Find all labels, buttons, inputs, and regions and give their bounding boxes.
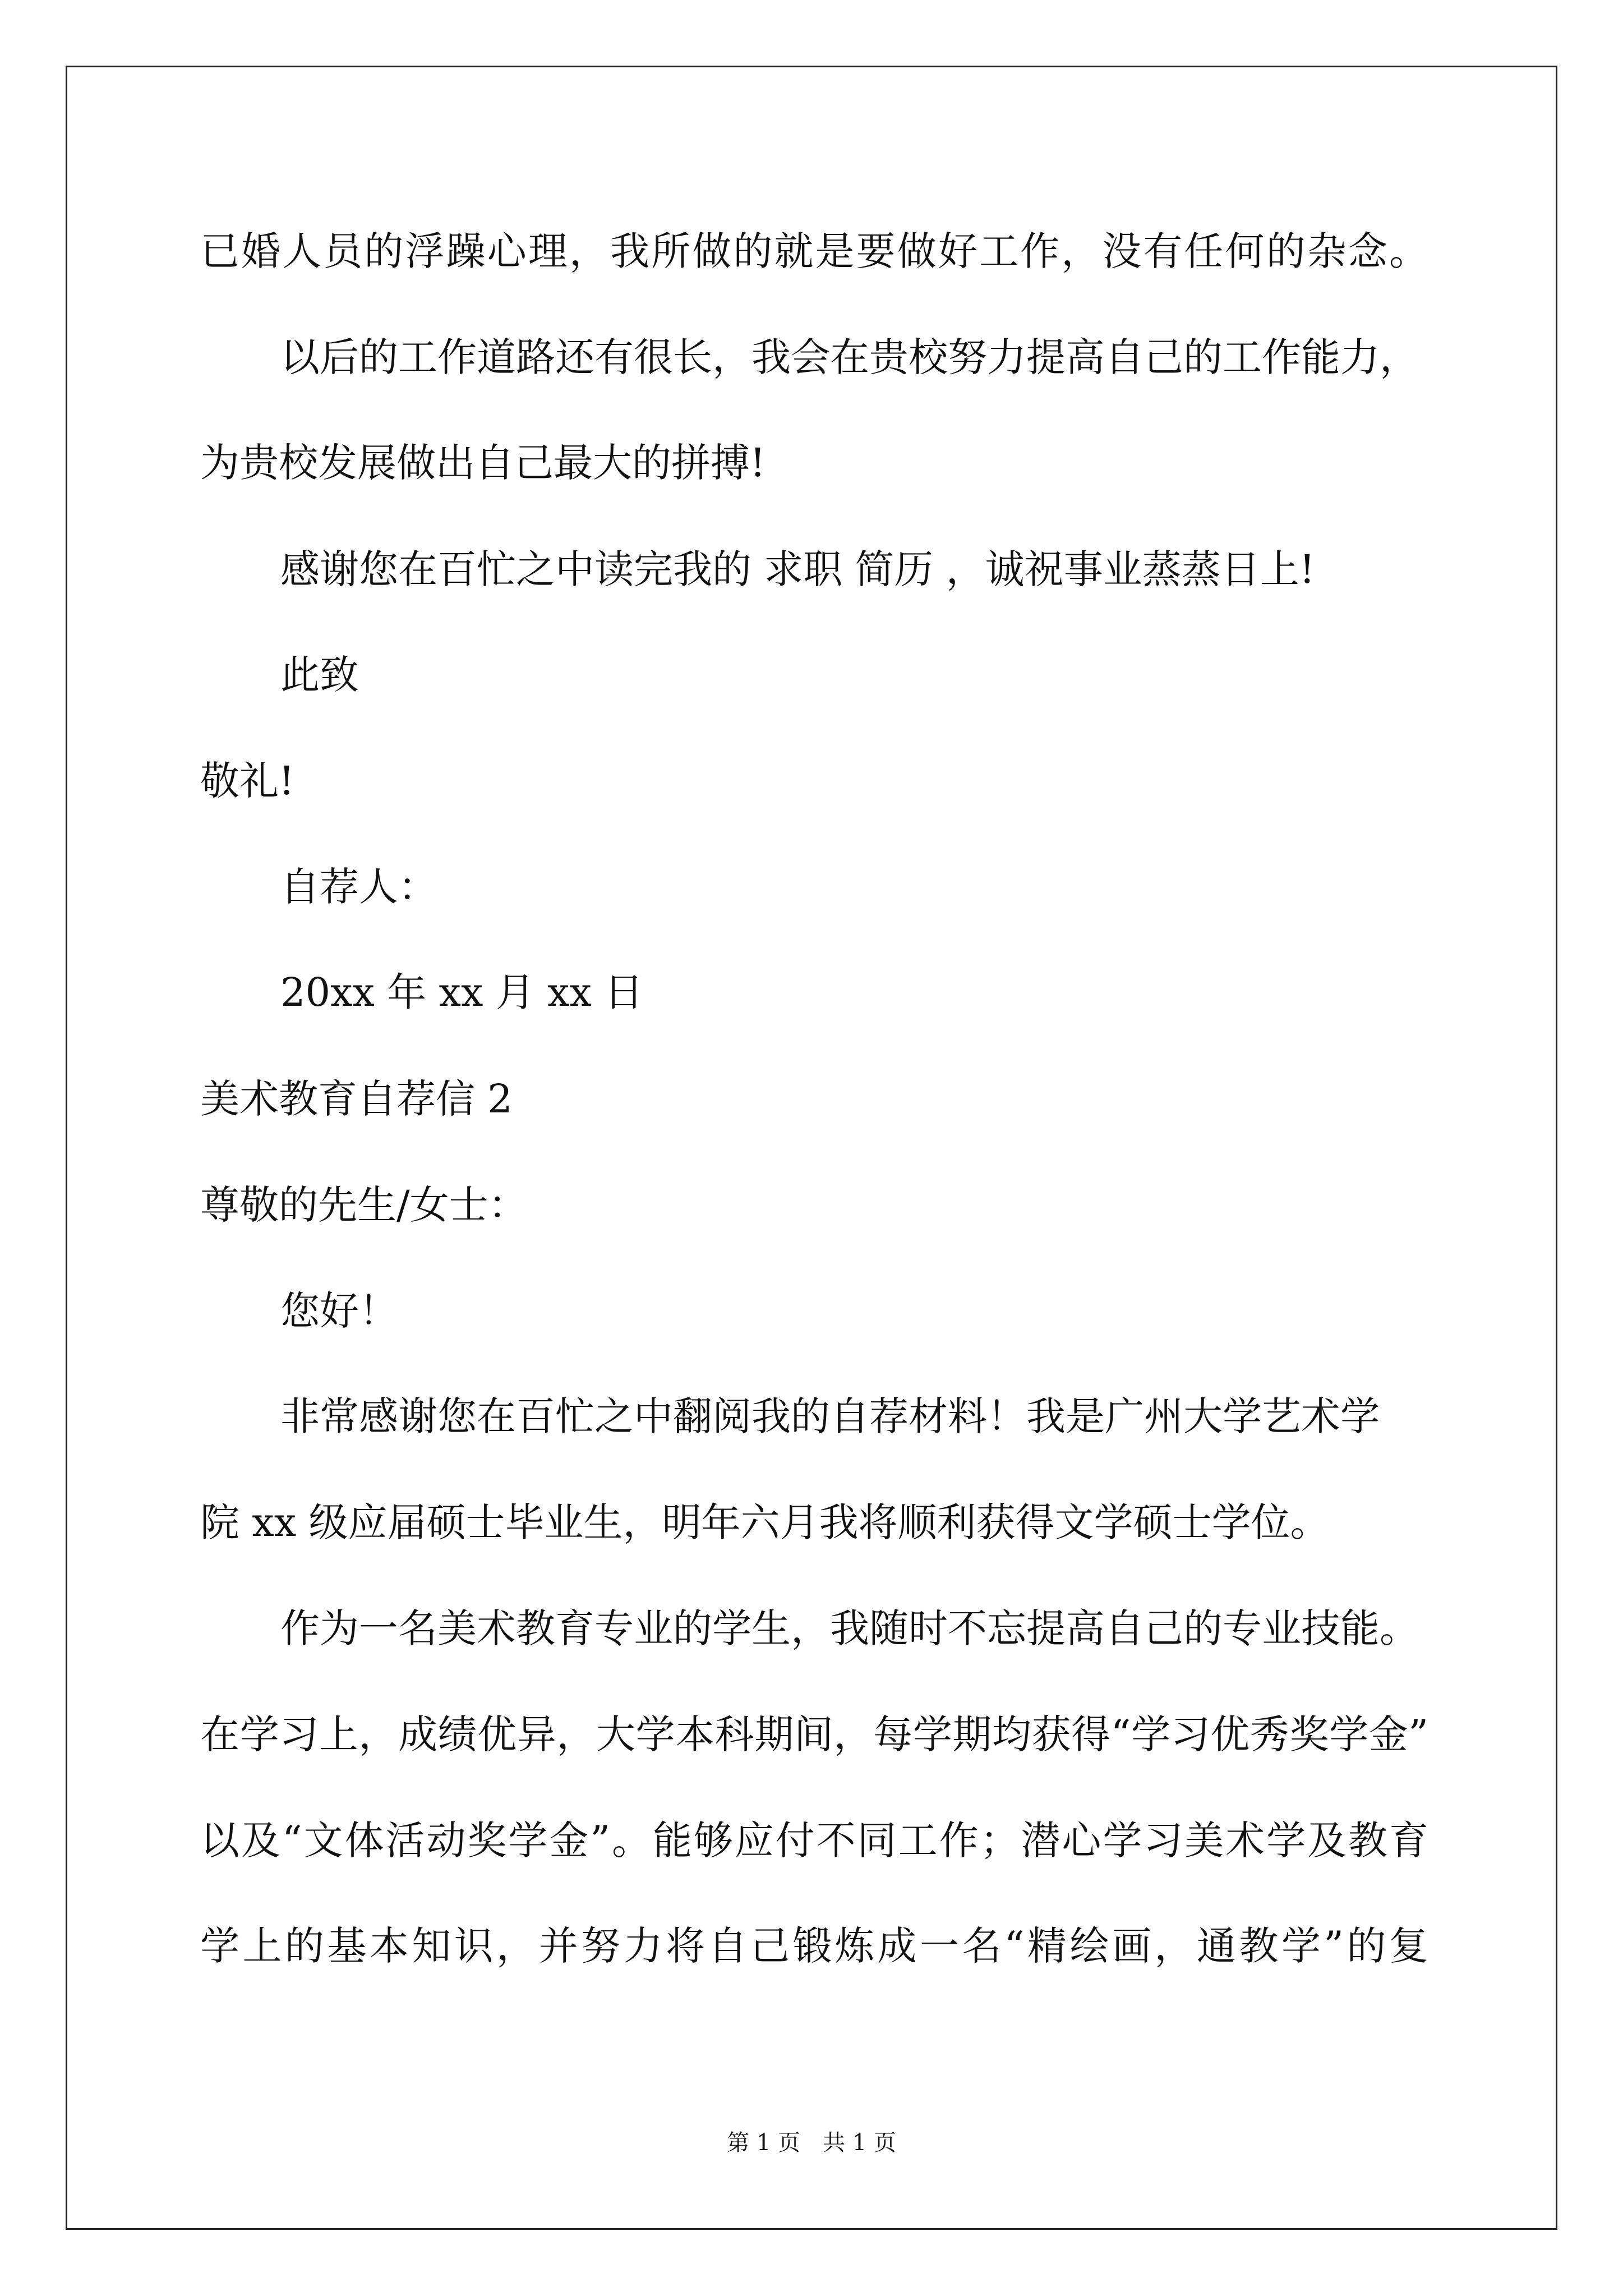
- greeting-recipient: 尊敬的先生/女士：: [200, 1182, 528, 1228]
- section-title: 美术教育自荐信 2: [200, 1076, 513, 1122]
- closing-regards: 敬礼!: [200, 758, 295, 804]
- text-line: 非常感谢您在百忙之中翻阅我的自荐材料！我是广州大学艺术学: [280, 1393, 1380, 1439]
- signature-label: 自荐人：: [280, 864, 437, 910]
- text-line: 为贵校发展做出自己最大的拼搏!: [200, 440, 766, 486]
- page-border: [66, 66, 1557, 2230]
- greeting: 您好！: [280, 1288, 398, 1334]
- date-line: 20xx 年 xx 月 xx 日: [280, 969, 644, 1015]
- text-line: 院 xx 级应届硕士毕业生，明年六月我将顺利获得文学硕士学位。: [200, 1499, 1330, 1545]
- text-line: 作为一名美术教育专业的学生，我随时不忘提高自己的专业技能。: [280, 1605, 1419, 1651]
- text-line: 学上的基本知识，并努力将自己锻炼成一名“精绘画，通教学”的复: [200, 1923, 1428, 1969]
- closing-salutation: 此致: [280, 652, 359, 698]
- page-footer: 第 1 页 共 1 页: [727, 2130, 896, 2156]
- text-line: 在学习上，成绩优异，大学本科期间，每学期均获得“学习优秀奖学金”: [200, 1711, 1428, 1757]
- text-line: 以后的工作道路还有很长，我会在贵校努力提高自己的工作能力，: [280, 334, 1419, 380]
- text-line: 感谢您在百忙之中读完我的 求职 简历 ，诚祝事业蒸蒸日上!: [280, 546, 1315, 592]
- text-line: 已婚人员的浮躁心理，我所做的就是要做好工作，没有任何的杂念。: [200, 228, 1428, 274]
- text-line: 以及“文体活动奖学金”。能够应付不同工作；潜心学习美术学及教育: [200, 1818, 1428, 1864]
